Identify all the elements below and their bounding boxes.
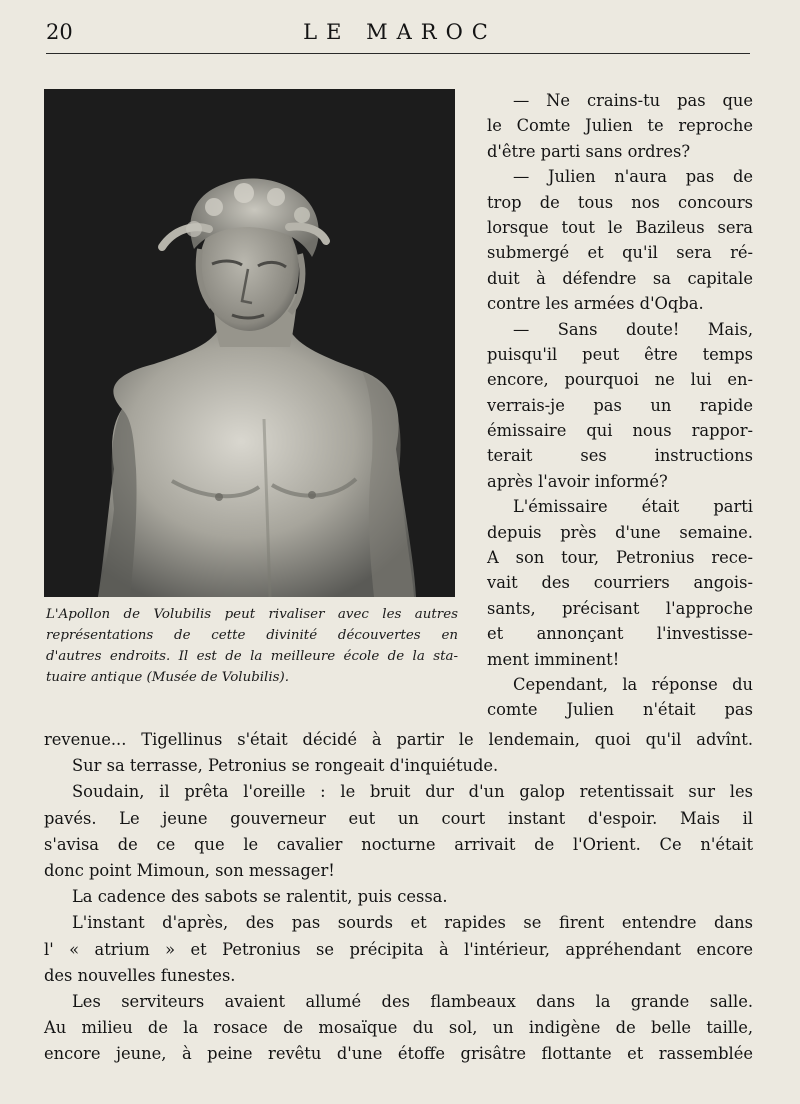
text-line: encore, pourquoi ne lui en- — [487, 370, 753, 390]
text-line: submergé et qu'il sera ré- — [487, 243, 753, 263]
full-width-text — [44, 727, 753, 1067]
text-line: s'avisa de ce que le cavalier nocturne arrivait de l'Orient. Ce n'était — [44, 834, 753, 854]
text-line: puisqu'il peut être temps — [487, 344, 753, 364]
text-line: depuis près d'une semaine. — [487, 522, 753, 542]
text-line: — Ne crains-tu pas que — [513, 91, 753, 110]
right-column-text — [487, 88, 753, 723]
page-number: 20 — [46, 20, 73, 44]
text-line: terait ses instructions — [487, 446, 753, 466]
text-line: Au milieu de la rosace de mosaïque du sol, un indigène de belle taille, — [44, 1018, 753, 1038]
text-line: Cependant, la réponse du — [513, 674, 753, 694]
apollo-statue-photo — [44, 89, 455, 597]
text-line: et annonçant l'investisse- — [487, 624, 753, 644]
caption-line: tuaire antique (Musée de Volubilis). — [46, 670, 289, 685]
text-line: L'émissaire était parti — [513, 497, 753, 517]
text-line: émissaire qui nous rappor- — [487, 421, 753, 441]
text-line: comte Julien n'était pas — [487, 700, 753, 720]
text-line: sants, précisant l'approche — [487, 598, 753, 618]
figure-caption — [46, 604, 458, 688]
text-line: lorsque tout le Bazileus sera — [487, 217, 753, 237]
text-line: Sur sa terrasse, Petronius se rongeait d'inquiétude. — [72, 756, 499, 776]
caption-line: représentations de cette divinité découvertes en — [46, 628, 458, 643]
caption-line: L'Apollon de Volubilis peut rivaliser avec les autres — [46, 607, 458, 622]
text-line: — Sans doute! Mais, — [513, 319, 753, 339]
text-line: L'instant d'après, des pas sourds et rapides se firent entendre dans — [72, 913, 753, 933]
text-line: le Comte Julien te reproche — [487, 116, 753, 136]
text-line: Soudain, il prêta l'oreille : le bruit dur d'un galop retentissait sur les — [72, 782, 753, 802]
text-line: ment imminent! — [487, 649, 620, 669]
text-line: trop de tous nos concours — [487, 192, 753, 212]
text-line: revenue... Tigellinus s'était décidé à partir le lendemain, quoi qu'il advînt. — [44, 730, 753, 749]
text-line: — Julien n'aura pas de — [513, 167, 753, 187]
text-line: La cadence des sabots se ralentit, puis cessa. — [72, 887, 448, 907]
text-line: d'être parti sans ordres? — [487, 141, 691, 161]
header-rule — [46, 53, 750, 54]
running-head: LE MAROC — [303, 20, 497, 44]
text-line: pavés. Le jeune gouverneur eut un court instant d'espoir. Mais il — [44, 808, 753, 828]
text-line: donc point Mimoun, son messager! — [44, 860, 335, 880]
text-line: vait des courriers angois- — [487, 573, 753, 593]
text-line: Les serviteurs avaient allumé des flambeaux dans la grande salle. — [72, 991, 753, 1011]
text-line: duit à défendre sa capitale — [487, 268, 753, 288]
text-line: verrais-je pas un rapide — [487, 395, 753, 415]
text-line: encore jeune, à peine revêtu d'une étoffe grisâtre flottante et rassemblée — [44, 1044, 753, 1064]
text-line: contre les armées d'Oqba. — [487, 294, 704, 314]
text-line: des nouvelles funestes. — [44, 965, 236, 985]
text-line: A son tour, Petronius rece- — [487, 548, 753, 568]
caption-line: d'autres endroits. Il est de la meilleure école de la sta- — [46, 649, 458, 664]
text-line: l' « atrium » et Petronius se précipita à l'intérieur, appréhendant encore — [44, 939, 753, 959]
text-line: après l'avoir informé? — [487, 471, 668, 491]
